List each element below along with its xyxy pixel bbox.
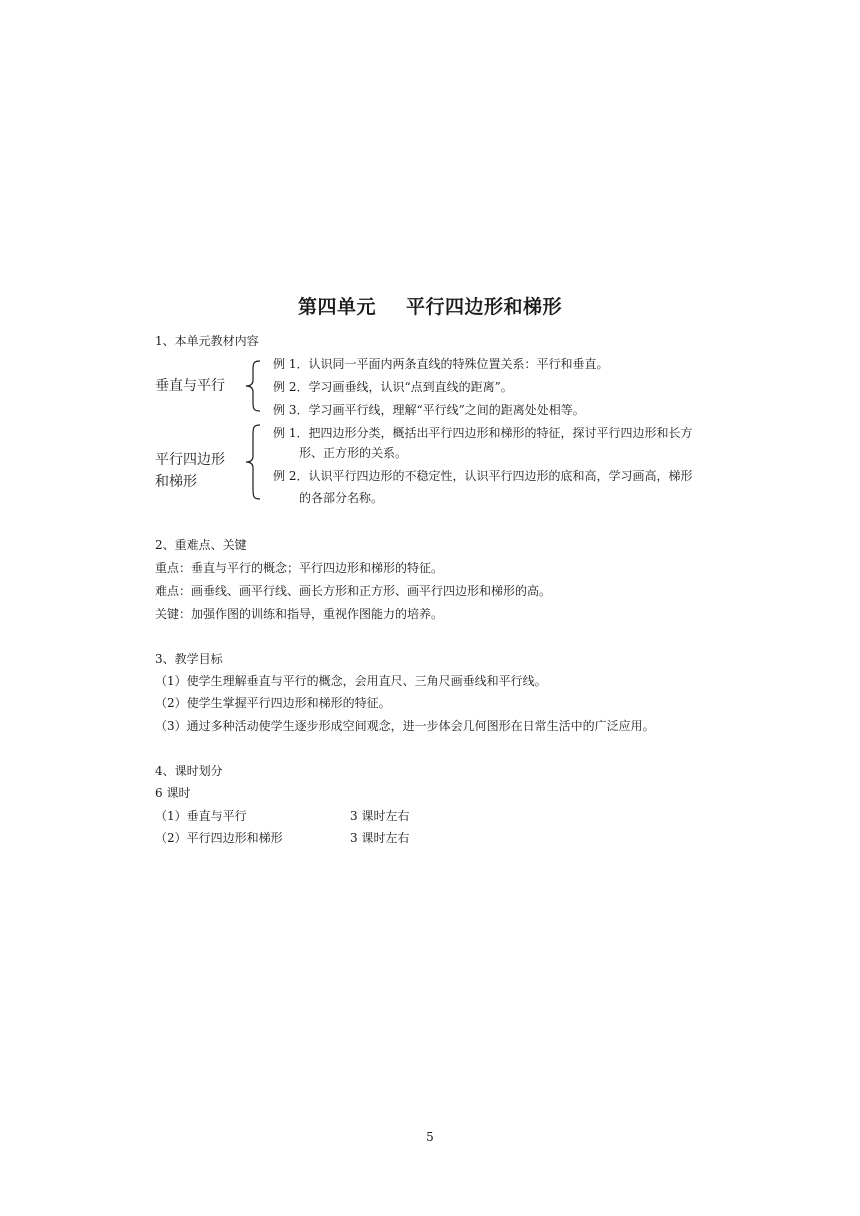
group1-example-3: 例 3．学习画平行线，理解“平行线”之间的距离处处相等。 — [273, 403, 585, 417]
key-point-line: 重点：垂直与平行的概念；平行四边形和梯形的特征。 — [155, 561, 444, 575]
section4-heading: 4、课时划分 — [155, 764, 223, 778]
group1-label: 垂直与平行 — [155, 378, 225, 394]
group2-example-2-line2: 的各部分名称。 — [299, 491, 384, 505]
schedule-item-2: （2）平行四边形和梯形 — [155, 831, 283, 845]
group1-brace — [243, 360, 263, 412]
group1-example-2: 例 2．学习画垂线，认识“点到直线的距离”。 — [273, 380, 513, 394]
group2-label-line1: 平行四边形 — [155, 452, 225, 468]
schedule-hours-2: 3 课时左右 — [350, 831, 410, 845]
group1-example-1: 例 1．认识同一平面内两条直线的特殊位置关系：平行和垂直。 — [273, 357, 609, 371]
title-topic: 平行四边形和梯形 — [406, 296, 563, 318]
group2-brace — [243, 424, 263, 500]
page-title — [0, 292, 860, 319]
title-unit: 第四单元 — [297, 296, 376, 318]
schedule-item-1: （1）垂直与平行 — [155, 809, 247, 823]
group2-example-1-line1: 例 1．把四边形分类，概括出平行四边形和梯形的特征，探讨平行四边形和长方 — [273, 426, 693, 440]
section1-heading: 1、本单元教材内容 — [155, 334, 259, 348]
group2-example-1-line2: 形、正方形的关系。 — [299, 446, 408, 460]
key-line: 关键：加强作图的训练和指导，重视作图能力的培养。 — [155, 607, 444, 621]
difficulty-line: 难点：画垂线、画平行线、画长方形和正方形、画平行四边形和梯形的高。 — [155, 584, 552, 598]
schedule-hours-1: 3 课时左右 — [350, 809, 410, 823]
goal-2: （2）使学生掌握平行四边形和梯形的特征。 — [155, 696, 391, 710]
section2-heading: 2、重难点、关键 — [155, 538, 247, 552]
goal-1: （1）使学生理解垂直与平行的概念，会用直尺、三角尺画垂线和平行线。 — [155, 674, 547, 688]
goal-3: （3）通过多种活动使学生逐步形成空间观念，进一步体会几何图形在日常生活中的广泛应用。 — [155, 719, 655, 733]
group2-example-2-line1: 例 2．认识平行四边形的不稳定性，认识平行四边形的底和高，学习画高，梯形 — [273, 469, 693, 483]
section3-heading: 3、教学目标 — [155, 652, 223, 666]
total-hours: 6 课时 — [155, 786, 191, 800]
group2-label-line2: 和梯形 — [155, 474, 197, 490]
page-number: 5 — [426, 1130, 434, 1144]
